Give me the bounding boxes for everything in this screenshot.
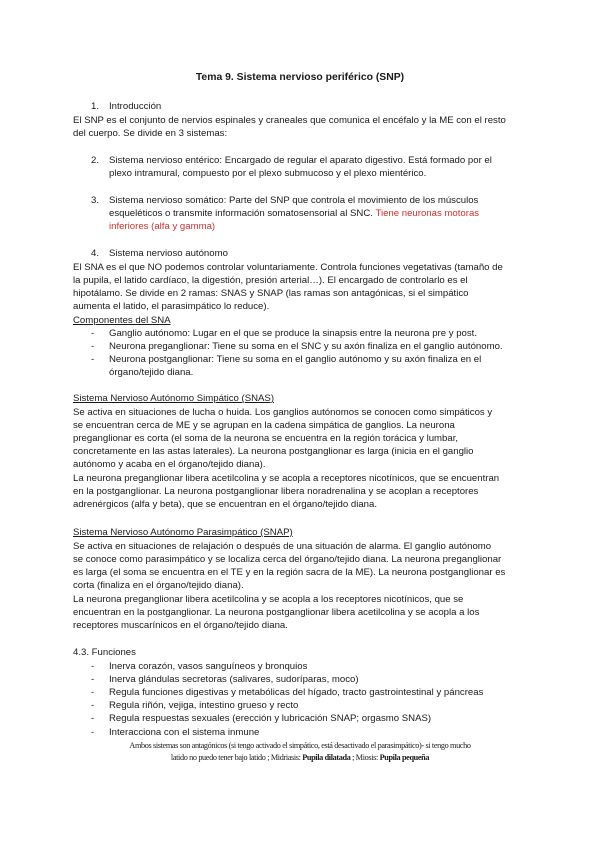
somatic-text: esqueléticos o transmite información somatosensorial al SNC. [109, 208, 376, 219]
footnote-bold: Pupila pequeña [379, 753, 430, 762]
snas-heading: Sistema Nervioso Autónomo Simpático (SNAS) [73, 393, 275, 404]
snas-line: concretamente en las astas laterales). La neurona postganglionar es larga (inicia en el ganglio [73, 446, 474, 457]
autonomic-line: hipotálamo. Se divide en 2 ramas: SNAS y SNAP (las ramas son antagónicas, si el simpático [73, 288, 469, 299]
component-item: Neurona postganglionar: Tiene su soma en el ganglio autónomo y su axón finaliza en el [109, 354, 482, 365]
snas-line: autónomo y acaba en el órgano/tejido diana). [73, 459, 266, 470]
snap-line: receptores muscarínicos en el órgano/tejido diana. [73, 620, 288, 631]
section-autonomic-heading: Sistema nervioso autónomo [109, 248, 228, 259]
autonomic-line: El SNA es el que NO podemos controlar voluntariamente. Controla funciones vegetativas (tamaño de [73, 262, 503, 273]
snap-line: corta (finaliza en el órgano/tejido diana). [73, 580, 244, 591]
component-item: Neurona preganglionar: Tiene su soma en el SNC y su axón finaliza en el ganglio autónomo. [109, 341, 503, 352]
snas-line: en la postganglionar. La neurona postganglionar libera noradrenalina y se acoplan a receptores [73, 486, 479, 497]
snas-line: se encuentran cerca de ME y se agrupan en la cadena simpática de ganglios. La neurona [73, 420, 455, 431]
funciones-heading: 4.3. Funciones [73, 647, 136, 658]
bullet-dash: - [91, 341, 95, 352]
snap-line: La neurona preganglionar libera acetilcolina y se acopla a los receptores nicotínicos, que se [73, 594, 464, 605]
snap-heading: Sistema Nervioso Autónomo Parasimpático (SNAP) [73, 527, 293, 538]
snas-line: Se activa en situaciones de lucha o huida. Los ganglios autónomos se conocen como simpáticos y [73, 407, 493, 418]
somatic-highlight: Tiene neuronas motoras [375, 208, 480, 219]
snap-line: se conoce como parasimpático y se localiza cerca del órgano/tejido diana. La neurona preganglionar [73, 554, 502, 565]
snas-line: preganglionar es corta (el soma de la neurona se encuentra en la región torácica y lumbar, [73, 433, 459, 444]
footnote-line [0, 752, 600, 764]
autonomic-line: la pupila, el latido cardíaco, la digestión, presión arterial…). El encargado de controlarlo es el [73, 275, 468, 286]
components-heading: Componentes del SNA [73, 315, 171, 326]
somatic-line: Sistema nervioso somático: Parte del SNP que controla el movimiento de los músculos [109, 195, 479, 206]
section-intro-heading: Introducción [109, 101, 162, 112]
function-item: Regula funciones digestivas y metabólicas del hígado, tracto gastrointestinal y páncreas [109, 687, 484, 698]
bullet-dash: - [91, 674, 95, 685]
section-enteric-number: 2. [91, 155, 100, 166]
section-intro-number: 1. [91, 101, 100, 112]
bullet-dash: - [91, 661, 95, 672]
intro-line: del cuerpo. Se divide en 3 sistemas: [73, 128, 228, 139]
function-item: Inerva corazón, vasos sanguíneos y bronquios [109, 661, 308, 672]
function-item: Regula respuestas sexuales (erección y lubricación SNAP; orgasmo SNAS) [109, 713, 432, 724]
snas-line: La neurona preganglionar libera acetilcolina y se acopla a receptores nicotínicos, que se encuentran [73, 473, 500, 484]
section-autonomic-number: 4. [91, 248, 100, 259]
bullet-dash: - [91, 328, 95, 339]
footnote-text: ; Miosis: [350, 753, 380, 762]
bullet-dash: - [91, 727, 95, 738]
snas-line: adrenérgicos (alfa y beta), que se encuentran en el órgano/tejido diana. [73, 499, 378, 510]
bullet-dash: - [91, 700, 95, 711]
component-item-cont: órgano/tejido diana. [109, 367, 194, 378]
somatic-line [109, 208, 479, 220]
footnote-line: Ambos sistemas son antagónicos (si tengo activado el simpático, está desactivado el parasimpático)- si tengo mucho [129, 741, 471, 750]
function-item: Interacciona con el sistema inmune [109, 727, 260, 738]
autonomic-line: aumenta el latido, el parasimpático lo reduce). [73, 301, 270, 312]
enteric-line: plexo intramural, compuesto por el plexo submucoso y el plexo mientérico. [109, 168, 427, 179]
intro-line: El SNP es el conjunto de nervios espinales y craneales que comunica el encéfalo y la ME con el resto [73, 115, 506, 126]
section-somatic-number: 3. [91, 195, 100, 206]
snap-line: es larga (el soma se encuentra en el TE y en la región sacra de la ME). La neurona postganglionar es [73, 567, 506, 578]
enteric-line: Sistema nervioso entérico: Encargado de regular el aparato digestivo. Está formado por el [109, 155, 492, 166]
bullet-dash: - [91, 713, 95, 724]
snap-line: Se activa en situaciones de relajación o después de una situación de alarma. El ganglio autónomo [73, 541, 492, 552]
bullet-dash: - [91, 354, 95, 365]
bullet-dash: - [91, 687, 95, 698]
component-item: Ganglio autónomo: Lugar en el que se produce la sinapsis entre la neurona pre y post. [109, 328, 478, 339]
function-item: Inerva glándulas secretoras (salivares, sudoríparas, moco) [109, 674, 359, 685]
function-item: Regula riñón, vejiga, intestino grueso y recto [109, 700, 299, 711]
somatic-highlight-line: inferiores (alfa y gamma) [109, 221, 216, 232]
footnote-text: latido no puedo tener bajo latido ; Midriasis: [170, 753, 303, 762]
page-title: Tema 9. Sistema nervioso periférico (SNP) [195, 72, 405, 83]
footnote-bold: Pupila dilatada [302, 753, 351, 762]
snap-line: encuentran en la postganglionar. La neurona postganglionar libera acetilcolina y se acopla a los [73, 607, 480, 618]
